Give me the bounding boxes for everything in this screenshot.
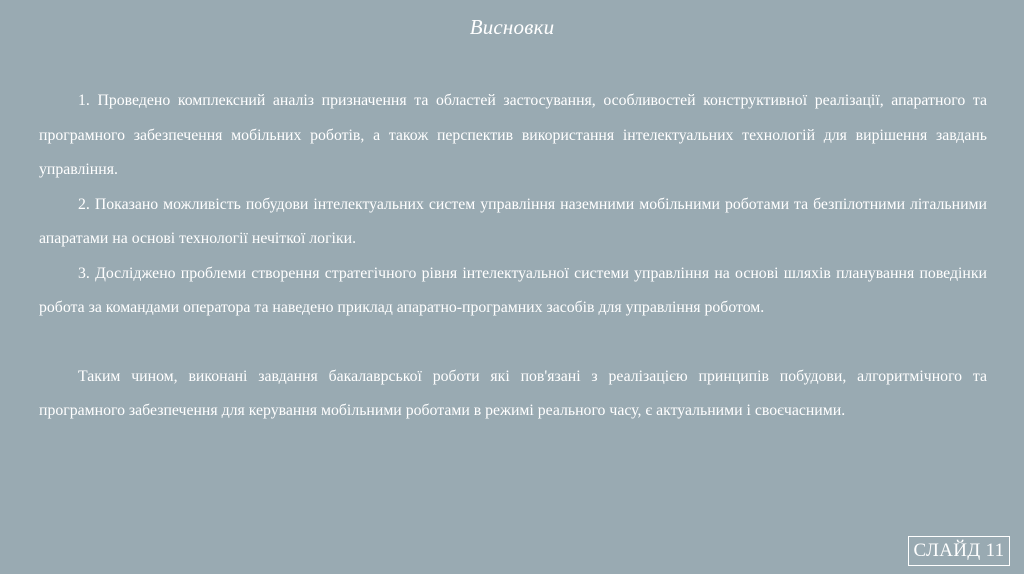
summary-paragraph: Таким чином, виконані завдання бакалаврської роботи які пов'язані з реалізацією принципів побудови, алгоритмічного та програмного забезпечення для керування мобільними роботами в режимі реального часу, є актуальними і своєчасними.: [39, 367, 987, 419]
conclusion-item-3: 3. Досліджено проблеми створення стратегічного рівня інтелектуальної системи управління на основі шляхів планування поведінки робота за командами оператора та наведено приклад апаратно-програмних засобів для управління роботом.: [39, 264, 987, 316]
slide-content: [39, 84, 987, 429]
slide-number-badge: СЛАЙД 11: [908, 536, 1010, 566]
conclusion-item-1: 1. Проведено комплексний аналіз призначення та областей застосування, особливостей конструктивної реалізації, апаратного та програмного забезпечення мобільних роботів, а також перспектив використання інтелектуальних технологій для вирішення завдань управління.: [39, 92, 987, 178]
slide-title: Висновки: [469, 15, 555, 39]
conclusion-item-2: 2. Показано можливість побудови інтелектуальних систем управління наземними мобільними роботами та безпілотними літальними апаратами на основі технології нечіткої логіки.: [39, 195, 987, 247]
